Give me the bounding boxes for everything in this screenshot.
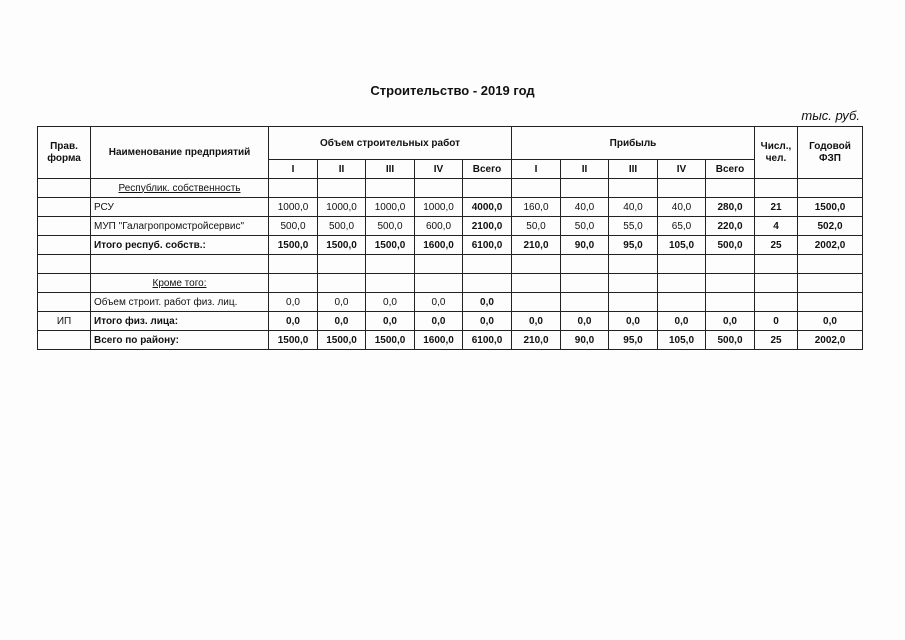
cell-volume: 0,0 xyxy=(269,293,318,312)
cell-volume: 1000,0 xyxy=(318,198,366,217)
cell-volume xyxy=(463,179,512,198)
cell-profit xyxy=(512,255,561,274)
cell-profit: 210,0 xyxy=(512,236,561,255)
cell-volume: 0,0 xyxy=(415,293,463,312)
cell-profit: 40,0 xyxy=(609,198,658,217)
table-row xyxy=(38,236,863,255)
cell-volume xyxy=(318,255,366,274)
cell-volume: 2100,0 xyxy=(463,217,512,236)
cell-profit xyxy=(706,255,755,274)
cell-profit xyxy=(706,293,755,312)
cell-volume: 1600,0 xyxy=(415,331,463,350)
cell-profit: 105,0 xyxy=(658,331,706,350)
cell-volume: 4000,0 xyxy=(463,198,512,217)
cell-fzp xyxy=(798,293,863,312)
units-label: тыс. руб. xyxy=(801,108,860,123)
cell-name: Итого респуб. собств.: xyxy=(91,236,269,255)
header-profit-q3: III xyxy=(609,160,658,179)
cell-prav-forma xyxy=(38,198,91,217)
cell-prav-forma xyxy=(38,236,91,255)
cell-prav-forma xyxy=(38,274,91,293)
header-prav-forma: Прав. форма xyxy=(38,127,91,179)
cell-volume: 1000,0 xyxy=(366,198,415,217)
cell-volume: 1000,0 xyxy=(415,198,463,217)
cell-volume xyxy=(463,255,512,274)
header-volume-q2: II xyxy=(318,160,366,179)
cell-name xyxy=(91,255,269,274)
cell-profit xyxy=(658,179,706,198)
cell-headcount: 4 xyxy=(755,217,798,236)
table-row xyxy=(38,179,863,198)
cell-profit: 40,0 xyxy=(658,198,706,217)
cell-volume: 0,0 xyxy=(366,293,415,312)
cell-volume: 6100,0 xyxy=(463,236,512,255)
cell-profit: 90,0 xyxy=(561,236,609,255)
cell-headcount xyxy=(755,179,798,198)
cell-name: Объем строит. работ физ. лиц. xyxy=(91,293,269,312)
cell-fzp: 502,0 xyxy=(798,217,863,236)
cell-profit: 50,0 xyxy=(561,217,609,236)
cell-volume: 1600,0 xyxy=(415,236,463,255)
cell-headcount: 25 xyxy=(755,236,798,255)
cell-profit: 95,0 xyxy=(609,236,658,255)
cell-profit xyxy=(706,179,755,198)
cell-profit: 50,0 xyxy=(512,217,561,236)
cell-prav-forma xyxy=(38,179,91,198)
cell-volume: 0,0 xyxy=(463,293,512,312)
cell-headcount: 21 xyxy=(755,198,798,217)
cell-fzp: 2002,0 xyxy=(798,331,863,350)
cell-name: МУП "Галагропромстройсервис" xyxy=(91,217,269,236)
cell-headcount xyxy=(755,255,798,274)
cell-headcount xyxy=(755,274,798,293)
cell-fzp xyxy=(798,179,863,198)
cell-profit xyxy=(561,179,609,198)
cell-volume xyxy=(269,255,318,274)
header-profit: Прибыль xyxy=(512,127,755,160)
cell-volume: 0,0 xyxy=(269,312,318,331)
cell-name: Кроме того: xyxy=(91,274,269,293)
header-name: Наименование предприятий xyxy=(91,127,269,179)
cell-profit: 0,0 xyxy=(561,312,609,331)
cell-fzp: 1500,0 xyxy=(798,198,863,217)
cell-volume: 0,0 xyxy=(318,293,366,312)
cell-volume: 1500,0 xyxy=(366,236,415,255)
cell-volume: 1500,0 xyxy=(366,331,415,350)
cell-volume xyxy=(318,179,366,198)
cell-volume: 500,0 xyxy=(269,217,318,236)
cell-profit: 500,0 xyxy=(706,236,755,255)
cell-profit: 220,0 xyxy=(706,217,755,236)
construction-table xyxy=(37,126,863,350)
cell-prav-forma xyxy=(38,293,91,312)
cell-fzp: 0,0 xyxy=(798,312,863,331)
cell-volume: 1500,0 xyxy=(269,236,318,255)
cell-volume: 0,0 xyxy=(463,312,512,331)
table-row xyxy=(38,293,863,312)
header-profit-q2: II xyxy=(561,160,609,179)
cell-profit: 90,0 xyxy=(561,331,609,350)
cell-prav-forma: ИП xyxy=(38,312,91,331)
cell-prav-forma xyxy=(38,255,91,274)
cell-profit: 0,0 xyxy=(658,312,706,331)
cell-headcount xyxy=(755,293,798,312)
cell-volume: 1500,0 xyxy=(318,236,366,255)
cell-fzp xyxy=(798,274,863,293)
cell-profit: 160,0 xyxy=(512,198,561,217)
cell-volume xyxy=(463,274,512,293)
cell-volume xyxy=(269,274,318,293)
header-profit-q5: Всего xyxy=(706,160,755,179)
cell-profit xyxy=(609,293,658,312)
cell-profit xyxy=(658,255,706,274)
header-volume-q1: I xyxy=(269,160,318,179)
cell-volume xyxy=(415,274,463,293)
cell-name: РСУ xyxy=(91,198,269,217)
header-volume: Объем строительных работ xyxy=(269,127,512,160)
cell-profit: 40,0 xyxy=(561,198,609,217)
cell-profit xyxy=(512,293,561,312)
cell-profit xyxy=(512,179,561,198)
cell-profit xyxy=(609,274,658,293)
cell-volume xyxy=(318,274,366,293)
cell-profit: 500,0 xyxy=(706,331,755,350)
cell-volume xyxy=(366,255,415,274)
cell-profit xyxy=(658,274,706,293)
cell-profit xyxy=(561,293,609,312)
cell-volume: 6100,0 xyxy=(463,331,512,350)
header-fzp: Годовой ФЗП xyxy=(798,127,863,179)
table-row xyxy=(38,274,863,293)
cell-profit xyxy=(512,274,561,293)
cell-profit: 95,0 xyxy=(609,331,658,350)
cell-profit xyxy=(561,255,609,274)
cell-volume xyxy=(415,255,463,274)
header-volume-q5: Всего xyxy=(463,160,512,179)
cell-volume: 1000,0 xyxy=(269,198,318,217)
cell-profit: 105,0 xyxy=(658,236,706,255)
header-headcount: Числ., чел. xyxy=(755,127,798,179)
cell-profit xyxy=(658,293,706,312)
cell-profit xyxy=(706,274,755,293)
page-title: Строительство - 2019 год xyxy=(370,83,535,98)
cell-name: Республик. собственность xyxy=(91,179,269,198)
cell-profit: 280,0 xyxy=(706,198,755,217)
cell-headcount: 0 xyxy=(755,312,798,331)
table-row xyxy=(38,255,863,274)
header-profit-q4: IV xyxy=(658,160,706,179)
table-row xyxy=(38,217,863,236)
cell-headcount: 25 xyxy=(755,331,798,350)
cell-volume xyxy=(415,179,463,198)
cell-prav-forma xyxy=(38,217,91,236)
cell-volume: 0,0 xyxy=(366,312,415,331)
cell-fzp xyxy=(798,255,863,274)
cell-profit: 55,0 xyxy=(609,217,658,236)
cell-volume: 500,0 xyxy=(318,217,366,236)
cell-volume: 0,0 xyxy=(318,312,366,331)
cell-prav-forma xyxy=(38,331,91,350)
header-volume-q3: III xyxy=(366,160,415,179)
cell-profit xyxy=(609,179,658,198)
cell-name: Всего по району: xyxy=(91,331,269,350)
cell-volume: 600,0 xyxy=(415,217,463,236)
cell-volume xyxy=(366,179,415,198)
cell-profit: 210,0 xyxy=(512,331,561,350)
cell-profit xyxy=(561,274,609,293)
cell-volume xyxy=(269,179,318,198)
header-profit-q1: I xyxy=(512,160,561,179)
cell-name: Итого физ. лица: xyxy=(91,312,269,331)
table-row xyxy=(38,331,863,350)
header-volume-q4: IV xyxy=(415,160,463,179)
cell-profit: 0,0 xyxy=(512,312,561,331)
cell-fzp: 2002,0 xyxy=(798,236,863,255)
cell-volume: 0,0 xyxy=(415,312,463,331)
cell-profit xyxy=(609,255,658,274)
cell-volume: 1500,0 xyxy=(269,331,318,350)
cell-profit: 0,0 xyxy=(609,312,658,331)
table-row xyxy=(38,312,863,331)
cell-profit: 65,0 xyxy=(658,217,706,236)
cell-volume: 500,0 xyxy=(366,217,415,236)
table-row xyxy=(38,198,863,217)
cell-volume xyxy=(366,274,415,293)
cell-profit: 0,0 xyxy=(706,312,755,331)
cell-volume: 1500,0 xyxy=(318,331,366,350)
